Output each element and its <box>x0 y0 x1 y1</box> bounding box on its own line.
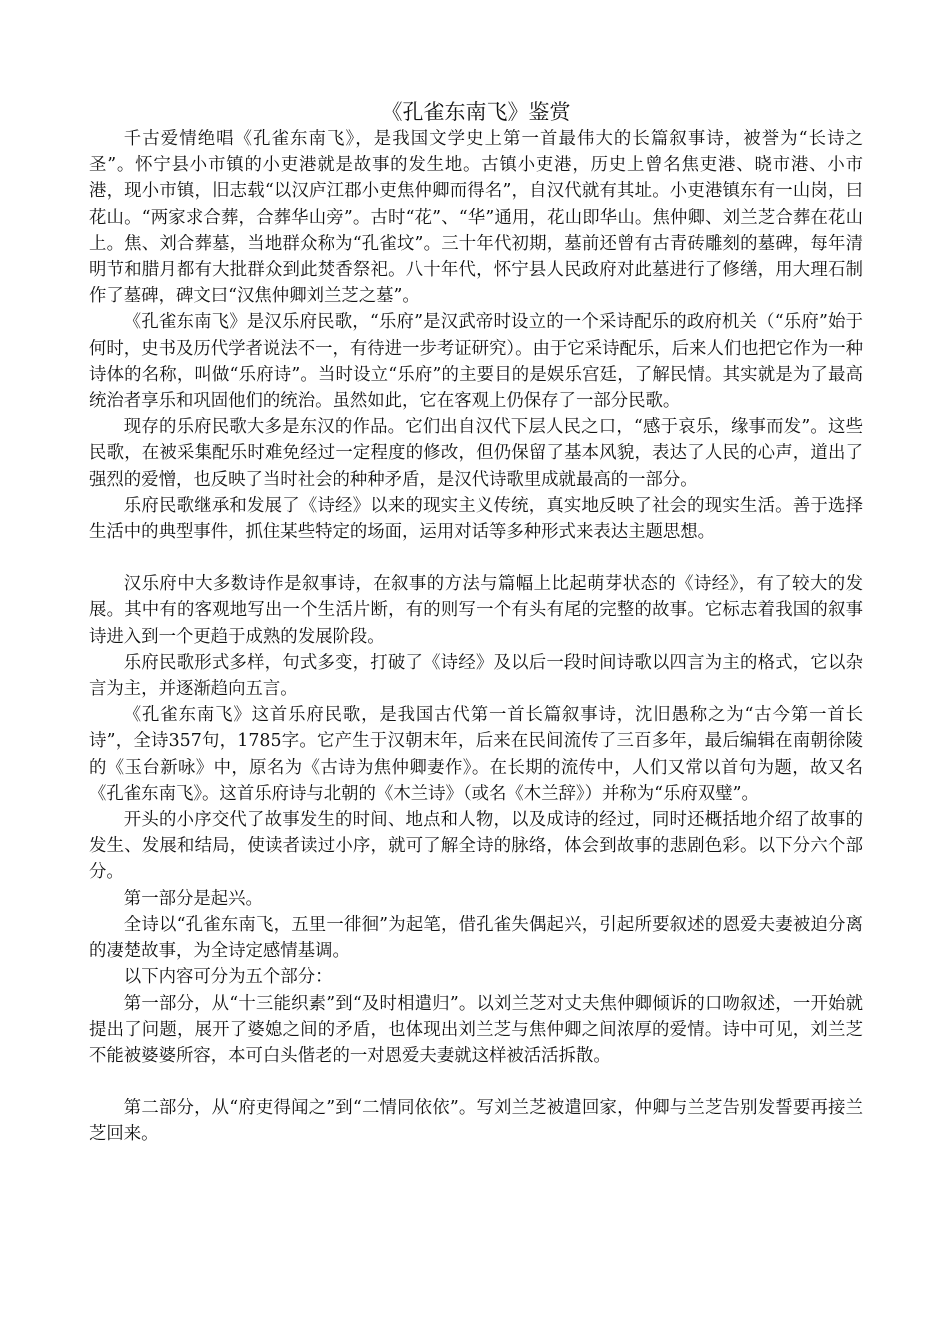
paragraph-preface: 开头的小序交代了故事发生的时间、地点和人物，以及成诗的经过，同时还概括地介绍了故事的发生、发展和结局，使读者读过小序，就可了解全诗的脉络，体会到故事的悲剧色彩。以下分六个部分。 <box>89 810 863 883</box>
paragraph-part-one-heading: 第一部分是起兴。 <box>123 888 263 909</box>
paragraph-opening: 全诗以“孔雀东南飞，五里一徘徊”为起笔，借孔雀失偶起兴，引起所要叙述的恩爱夫妻被迫分离的凄楚故事，为全诗定感情基调。 <box>89 914 863 962</box>
paragraph-form: 乐府民歌形式多样，句式多变，打破了《诗经》及以后一段时间诗歌以四言为主的格式，它以杂言为主，并逐渐趋向五言。 <box>89 652 863 700</box>
paragraph-section-one: 第一部分，从“十三能织素”到“及时相遣归”。以刘兰芝对丈夫焦仲卿倾诉的口吻叙述，一开始就提出了问题，展开了婆媳之间的矛盾，也体现出刘兰芝与焦仲卿之间浓厚的爱情。诗中可见，刘兰芝不能被婆婆所容，本可白头偕老的一对恩爱夫妻就这样被活活拆散。 <box>89 993 863 1066</box>
document-page <box>89 98 863 1148</box>
paragraph-realism: 乐府民歌继承和发展了《诗经》以来的现实主义传统，真实地反映了社会的现实生活。善于选择生活中的典型事件，抓住某些特定的场面，运用对话等多种形式来表达主题思想。 <box>89 495 863 543</box>
paragraph-yuefu: 《孔雀东南飞》是汉乐府民歌，“乐府”是汉武帝时设立的一个采诗配乐的政府机关（“乐府”始于何时，史书及历代学者说法不一，有待进一步考证研究）。由于它采诗配乐，后来人们也把它作为一种诗体的名称，叫做“乐府诗”。当时设立“乐府”的主要目的是娱乐宫廷，了解民情。其实就是为了最高统治者享乐和巩固他们的统治。虽然如此，它在客观上仍保存了一部分民歌。 <box>89 312 863 412</box>
paragraph-five-parts: 以下内容可分为五个部分： <box>123 967 333 988</box>
paragraph-narrative: 汉乐府中大多数诗作是叙事诗，在叙事的方法与篇幅上比起萌芽状态的《诗经》，有了较大的发展。其中有的客观地写出一个生活片断，有的则写一个有头有尾的完整的故事。它标志着我国的叙事诗进入到一个更趋于成熟的发展阶段。 <box>89 574 863 647</box>
paragraph-section-two: 第二部分，从“府吏得闻之”到“二情同依依”。写刘兰芝被遣回家，仲卿与兰芝告别发誓要再接兰芝回来。 <box>89 1098 863 1145</box>
paragraph-intro: 千古爱情绝唱《孔雀东南飞》，是我国文学史上第一首最伟大的长篇叙事诗，被誉为“长诗之圣”。怀宁县小市镇的小吏港就是故事的发生地。古镇小吏港，历史上曾名焦吏港、晓市港、小市港，现小市镇，旧志载“以汉庐江郡小吏焦仲卿而得名”，自汉代就有其址。小吏港镇东有一山岗，曰花山。“两家求合葬，合葬华山旁”。古时“花”、“华”通用，花山即华山。焦仲卿、刘兰芝合葬在花山上。焦、刘合葬墓，当地群众称为“孔雀坟”。三十年代初期，墓前还曾有古青砖雕刻的墓碑，每年清明节和腊月都有大批群众到此焚香祭祀。八十年代，怀宁县人民政府对此墓进行了修缮，用大理石制作了墓碑，碑文曰“汉焦仲卿刘兰芝之墓”。 <box>89 129 863 307</box>
paragraph-poem-info: 《孔雀东南飞》这首乐府民歌，是我国古代第一首长篇叙事诗，沈旧愚称之为“古今第一首长诗”，全诗357句，1785字。它产生于汉朝末年，后来在民间流传了三百多年，最后编辑在南朝徐陵的《玉台新咏》中，原名为《古诗为焦仲卿妻作》。在长期的流传中，人们又常以首句为题，故又名《孔雀东南飞》。这首乐府诗与北朝的《木兰诗》（或名《木兰辞》）并称为“乐府双璧”。 <box>89 705 863 804</box>
paragraph-gap <box>89 1069 863 1095</box>
paragraph-folk-songs: 现存的乐府民歌大多是东汉的作品。它们出自汉代下层人民之口，“感于哀乐，缘事而发”。这些民歌，在被采集配乐时难免经过一定程度的修改，但仍保留了基本风貌，表达了人民的心声，道出了强烈的爱憎，也反映了当时社会的种种矛盾，是汉代诗歌里成就最高的一部分。 <box>89 417 863 490</box>
document-title: 《孔雀东南飞》鉴赏 <box>381 100 571 124</box>
paragraph-gap <box>89 545 863 571</box>
